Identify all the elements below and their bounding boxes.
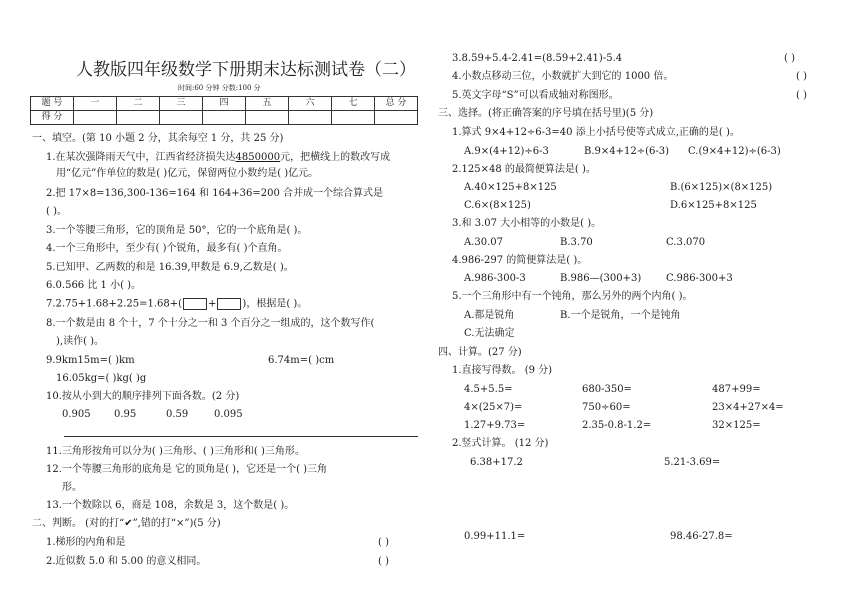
q10-number: 0.95 (114, 409, 137, 420)
choice-1: 1.算式 9×4+12÷6-3=40 添上小括号使等式成立,正确的是( )。 (452, 127, 740, 138)
calc-1: 1.直接写得数。 (9 分) (452, 365, 553, 376)
vertical-calc-item: 0.99+11.1= (464, 531, 526, 542)
answer-box[interactable] (183, 298, 207, 310)
choice-option[interactable]: B.3.70 (560, 237, 593, 248)
score-input-cell[interactable] (160, 111, 203, 125)
choice-option[interactable]: A.986-300-3 (464, 273, 526, 284)
table-row (31, 111, 418, 125)
table-cell: 六 (289, 97, 332, 111)
question-12: 12.一个等腰三角形的底角是 它的顶角是( )，它还是一个( )三角 (46, 464, 328, 475)
choice-option[interactable]: C.3.070 (666, 237, 706, 248)
vertical-calc-item: 6.38+17.2 (470, 457, 523, 468)
question-9b: 6.74m=( )cm (268, 355, 335, 366)
choice-3: 3.和 3.07 大小相等的小数是( )。 (452, 218, 602, 229)
question-8: 8.一个数是由 8 个十，7 个十分之一和 3 个百分之一组成的，这个数写作( (46, 318, 375, 329)
answer-line[interactable] (64, 436, 418, 437)
judge-5-paren[interactable]: ( ) (796, 90, 807, 101)
judge-1: 1.梯形的内角和是 (46, 537, 126, 548)
choice-option[interactable]: B.一个是锐角，一个是钝角 (560, 310, 681, 321)
question-11: 11.三角形按角可以分为( )三角形、( )三角形和( )三角形。 (46, 446, 305, 457)
score-input-cell[interactable] (117, 111, 160, 125)
page-title: 人教版四年级数学下册期末达标测试卷（二） (76, 60, 416, 80)
score-input-cell[interactable] (375, 111, 418, 125)
calc-item: 750÷60= (582, 402, 631, 413)
choice-option[interactable]: C.(9×4+12)÷(6-3) (688, 146, 781, 157)
judge-3: 3.8.59+5.4-2.41=(8.59+2.41)-5.4 (452, 53, 623, 64)
judge-2-paren[interactable]: ( ) (378, 556, 389, 567)
choice-2: 2.125×48 的最简便算法是( )。 (452, 164, 596, 175)
q1-text-a: 1.在某次强降雨天气中，江西省经济损失达 (46, 152, 236, 163)
choice-option[interactable]: C.6×(8×125) (464, 200, 531, 211)
vertical-calc-item: 5.21-3.69= (664, 457, 721, 468)
table-row (31, 97, 418, 111)
choice-option[interactable]: B.(6×125)×(8×125) (670, 182, 773, 193)
table-cell: 七 (332, 97, 375, 111)
question-2: 2.把 17×8=136,300-136=164 和 164+36=200 合并成一个综合算式是 (46, 188, 384, 199)
question-8-cont: ),读作( )。 (56, 336, 105, 347)
q1-text-b: 元，把横线上的数改写成 (280, 152, 391, 163)
question-13: 13.一个数除以 6，商是 108，余数是 3，这个数是( )。 (46, 500, 295, 511)
score-input-cell[interactable] (74, 111, 117, 125)
calc-2: 2.竖式计算。 (12 分) (452, 438, 549, 449)
score-input-cell[interactable] (203, 111, 246, 125)
q10-number: 0.095 (214, 409, 243, 420)
calc-item: 4×(25×7)= (464, 402, 523, 413)
calc-item: 680-350= (582, 384, 632, 395)
table-cell: 题 号 (31, 97, 74, 111)
table-cell: 五 (246, 97, 289, 111)
choice-option[interactable]: A.40×125+8×125 (464, 182, 557, 193)
calc-item: 23×4+27×4= (712, 402, 784, 413)
score-input-cell[interactable] (246, 111, 289, 125)
question-1-cont: 用“亿元”作单位的数是( )亿元，保留两位小数约是( )亿元。 (56, 168, 319, 179)
judge-1-paren[interactable]: ( ) (378, 537, 389, 548)
question-7 (46, 298, 307, 311)
question-6: 6.0.566 比 1 小( )。 (46, 280, 142, 291)
question-9c: 16.05kg=( )kg( )g (56, 373, 147, 384)
choice-option[interactable]: C.986-300+3 (666, 273, 733, 284)
choice-option[interactable]: A.30.07 (464, 237, 504, 248)
q10-number: 0.905 (62, 409, 91, 420)
score-input-cell[interactable] (289, 111, 332, 125)
table-cell: 四 (203, 97, 246, 111)
choice-option[interactable]: C.无法确定 (464, 328, 515, 339)
table-cell: 三 (160, 97, 203, 111)
choice-option[interactable]: B.986—(300+3) (560, 273, 642, 284)
judge-5: 5.英文字母“S”可以看成轴对称图形。 (452, 90, 619, 101)
question-10: 10.按从小到大的顺序排列下面各数。(2 分) (46, 391, 240, 402)
question-1 (46, 152, 390, 164)
question-12-cont: 形。 (62, 482, 82, 493)
section-1-header: 一、填空。(第 10 小题 2 分，其余每空 1 分，共 25 分) (32, 133, 284, 144)
choice-5: 5.一个三角形中有一个钝角，那么另外的两个内角( )。 (452, 291, 693, 302)
choice-option[interactable]: A.都是锐角 (464, 310, 515, 321)
q10-number: 0.59 (166, 409, 189, 420)
score-table (30, 96, 418, 125)
section-2-header: 二、判断。 (对的打“✔”,错的打“×”)(5 分) (32, 518, 221, 529)
answer-box[interactable] (217, 298, 241, 310)
judge-2: 2.近似数 5.0 和 5.00 的意义相同。 (46, 556, 207, 567)
calc-item: 487+99= (712, 384, 761, 395)
table-cell: 二 (117, 97, 160, 111)
q7-plus: + (208, 298, 217, 310)
vertical-calc-item: 98.46-27.8= (670, 531, 733, 542)
question-4: 4.一个三角形中，至少有( )个锐角，最多有( )个直角。 (46, 243, 288, 254)
judge-3-paren[interactable]: ( ) (784, 53, 795, 64)
question-3: 3.一个等腰三角形，它的顶角是 50°，它的一个底角是( )。 (46, 225, 308, 236)
table-cell: 一 (74, 97, 117, 111)
question-5: 5.已知甲、乙两数的和是 16.39,甲数是 6.9,乙数是( )。 (46, 262, 294, 273)
judge-4-paren[interactable]: ( ) (796, 71, 807, 82)
table-cell: 得 分 (31, 111, 74, 125)
question-9a: 9.9km15m=( )km (46, 355, 135, 366)
choice-4: 4.986-297 的简便算法是( )。 (452, 255, 588, 266)
q7-text-b: )，根据是( )。 (242, 298, 308, 310)
q7-text-a: 7.2.75+1.68+2.25=1.68+( (46, 298, 183, 310)
choice-option[interactable]: D.6×125+8×125 (670, 200, 757, 211)
choice-option[interactable]: A.9×(4+12)÷6-3 (464, 146, 549, 157)
section-4-header: 四、计算。(27 分) (438, 347, 522, 358)
exam-meta: 时间:60 分钟 分数:100 分 (178, 84, 261, 92)
q1-underlined-number: 4850000 (235, 152, 281, 163)
score-input-cell[interactable] (332, 111, 375, 125)
judge-4: 4.小数点移动三位，小数就扩大到它的 1000 倍。 (452, 71, 674, 82)
choice-option[interactable]: B.9×4+12÷(6-3) (584, 146, 670, 157)
calc-item: 2.35-0.8-1.2= (582, 420, 652, 431)
question-2-cont: ( )。 (46, 206, 67, 217)
calc-item: 32×125= (712, 420, 761, 431)
calc-item: 1.27+9.73= (464, 420, 526, 431)
calc-item: 4.5+5.5= (464, 384, 513, 395)
table-cell: 总 分 (375, 97, 418, 111)
section-3-header: 三、选择。(将正确答案的序号填在括号里)(5 分) (438, 108, 654, 119)
